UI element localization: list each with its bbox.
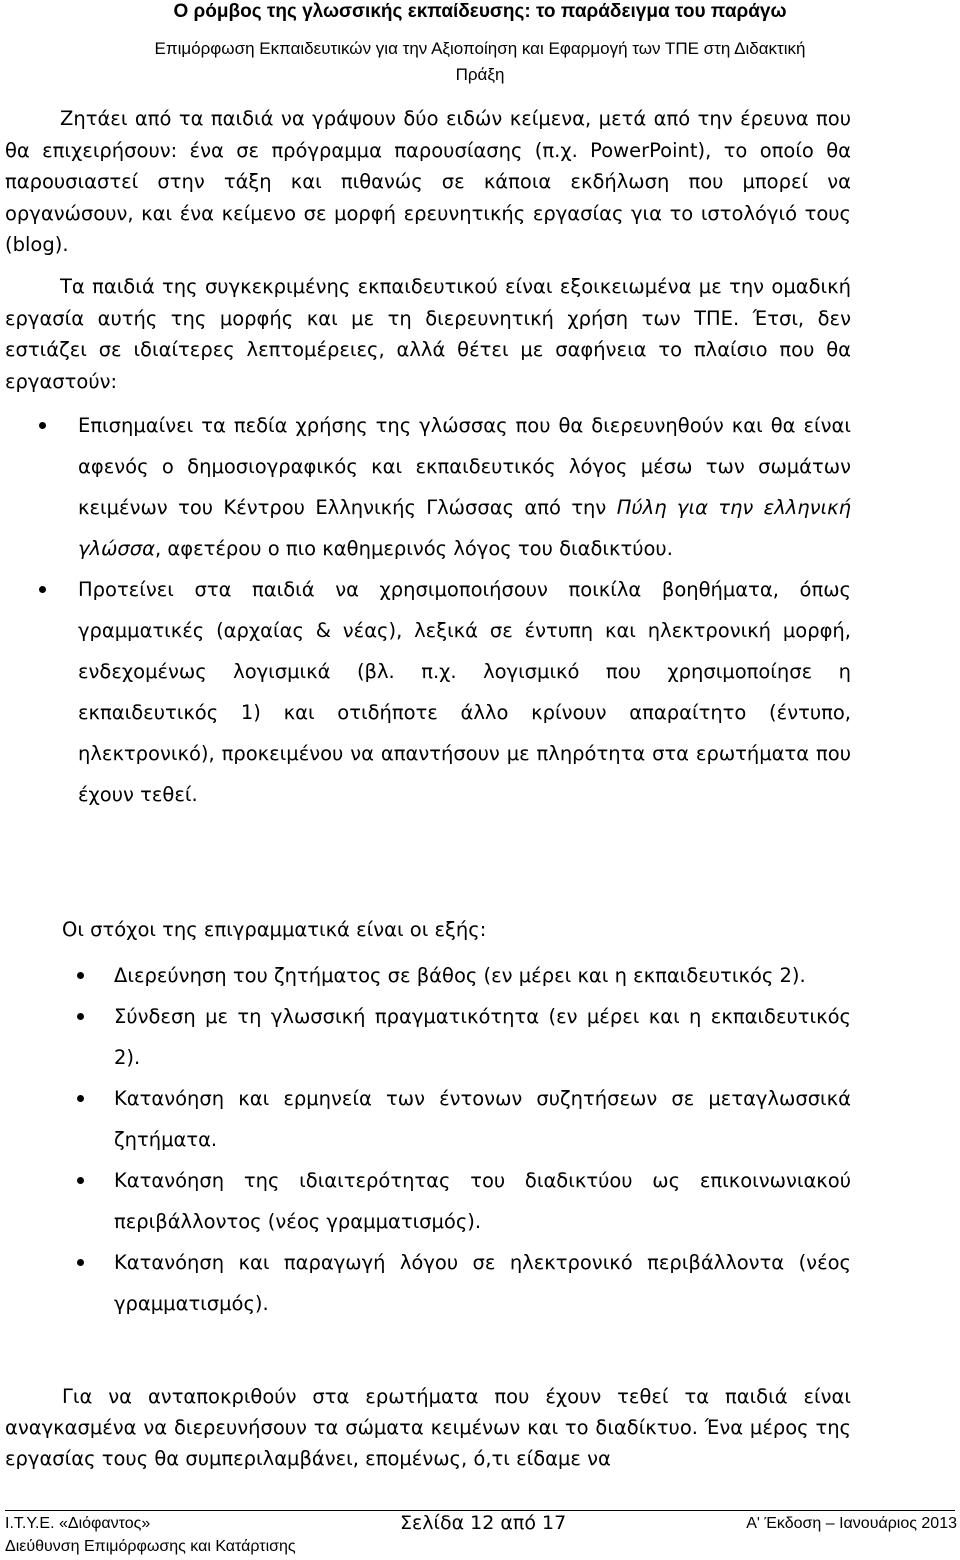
list-item (0, 996, 860, 1078)
list-item-text: Κατανόηση και ερμηνεία των έντονων συζητήσεων σε μεταγλωσσικά ζητήματα. (114, 1087, 851, 1151)
italic-title: Πύλη για την ελληνική γλώσσα (78, 496, 852, 560)
bullet-icon (77, 1095, 84, 1102)
list-item-text: Επισημαίνει τα πεδία χρήσης της γλώσσας που θα διερευνηθούν και θα είναι αφενός ο δημοσιογραφικός και εκπαιδευτικός λόγος μέσω των σωμάτων κειμένων του Κέντρου Ελληνικής Γλώσσας από την Πύλη για την ελληνική γλώσσα, αφετέρου ο πιο καθημερινός λόγος του διαδικτύου. (78, 414, 852, 560)
document-title: Ο ρόμβος της γλωσσικής εκπαίδευσης: το παράδειγμα του παράγω (173, 1, 787, 22)
paragraph-2: Τα παιδιά της συγκεκριμένης εκπαιδευτικού είναι εξοικειωμένα με την ομαδική εργασία αυτής της μορφής και με τη διερευνητική χρήση των ΤΠΕ. Έτσι, δεν εστιάζει σε ιδιαίτερες λεπτομέρειες, αλλά θέτει με σαφήνεια το πλαίσιο που θα εργαστούν: (5, 275, 851, 393)
paragraph-3: Οι στόχοι της επιγραμματικά είναι οι εξής: (62, 918, 487, 941)
paragraph-4: Για να ανταποκριθούν στα ερωτήματα που έχουν τεθεί τα παιδιά είναι αναγκασμένα να διερευνήσουν τα σώματα κειμένων και το διαδίκτυο. Ένα μέρος της εργασίας τους θα συμπεριλαμβάνει, επομένως, ό,τι είδαμε να (5, 1385, 851, 1470)
bullet-icon (77, 1013, 84, 1020)
subtitle-line-2: Πράξη (455, 65, 505, 84)
document-subtitle (0, 36, 960, 88)
list-item (0, 405, 860, 569)
list-item (0, 955, 860, 996)
bullet-icon (77, 972, 84, 979)
list-item (0, 1078, 860, 1160)
list-item (0, 569, 860, 815)
bullet-icon (39, 586, 46, 593)
list-item-text: Διερεύνηση του ζητήματος σε βάθος (εν μέρει και η εκπαιδευτικός 2). (114, 964, 806, 987)
bullet-icon (77, 1177, 84, 1184)
footer-page-number: Σελίδα 12 από 17 (400, 1512, 567, 1534)
paragraph-1: Ζητάει από τα παιδιά να γράψουν δύο ειδών κείμενα, μετά από την έρευνα που θα επιχειρήσουν: ένα σε πρόγραμμα παρουσίασης (π.χ. PowerPoint), το οποίο θα παρουσιαστεί στην τάξη και πιθανώς σε κάποια εκδήλωση που μπορεί να οργανώσουν, και ένα κείμενο σε μορφή ερευνητικής εργασίας για το ιστολόγιό τους (blog). (5, 107, 851, 256)
footer-department: Διεύθυνση Επιμόρφωσης και Κατάρτισης (5, 1538, 296, 1555)
list-item-text: Κατανόηση της ιδιαιτερότητας του διαδικτύου ως επικοινωνιακού περιβάλλοντος (νέος γραμματισμός). (114, 1169, 851, 1233)
framework-bullet-list (0, 405, 860, 815)
list-item-text: Κατανόηση και παραγωγή λόγου σε ηλεκτρονικό περιβάλλοντα (νέος γραμματισμός). (114, 1251, 851, 1315)
bullet-icon (77, 1259, 84, 1266)
footer-organization: Ι.Τ.Υ.Ε. «Διόφαντος» (5, 1515, 151, 1532)
list-item (0, 1242, 860, 1324)
bullet-icon (39, 422, 46, 429)
list-item-text: Σύνδεση με τη γλωσσική πραγματικότητα (εν μέρει και η εκπαιδευτικός 2). (114, 1005, 851, 1069)
list-item-text: Προτείνει στα παιδιά να χρησιμοποιήσουν ποικίλα βοηθήματα, όπως γραμματικές (αρχαίας & νέας), λεξικά σε έντυπη και ηλεκτρονική μορφή, ενδεχομένως λογισμικά (βλ. π.χ. λογισμικό που χρησιμοποίησε η εκπαιδευτικός 1) και οτιδήποτε άλλο κρίνουν απαραίτητο (έντυπο, ηλεκτρονικό), προκειμένου να απαντήσουν με πληρότητα στα ερωτήματα που έχουν τεθεί. (78, 578, 851, 806)
goals-bullet-list (0, 955, 860, 1324)
list-item (0, 1160, 860, 1242)
footer-edition: Α' Έκδοση – Ιανουάριος 2013 (746, 1515, 957, 1532)
subtitle-line-1: Επιμόρφωση Εκπαιδευτικών για την Αξιοποίηση και Εφαρμογή των ΤΠΕ στη Διδακτική (154, 39, 806, 58)
